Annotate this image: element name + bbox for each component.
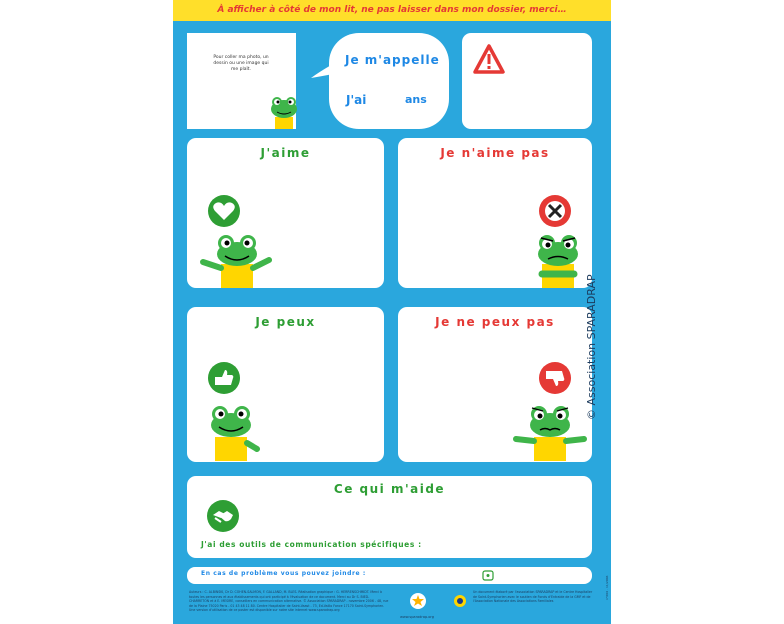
problem-contact-label: En cas de problème vous pouvez joindre : [201,570,366,577]
association-text: Un document élaboré par l'association SPARADRAP et le Centre Hospitalier de Saint-Symphorien avec le soutien de Fonds d'Entraide de la GMF et de l'Association Nationale des Associations Familiales [473,590,593,604]
warning-box[interactable] [462,33,592,129]
phone-icon [481,569,495,582]
heart-icon [208,195,240,227]
copyright-text: © Association SPARADRAP [585,274,598,420]
age-unit: ans [405,93,427,106]
photo-box[interactable] [187,33,296,129]
grumpy-frog-icon [528,232,588,288]
poster [173,0,611,624]
name-label: Je m'appelle [345,53,440,67]
thumbs-up-icon [208,362,240,394]
edition-text: n°006 · 11/2006 [605,575,609,600]
helps-title: Ce qui m'aide [333,482,446,496]
can-title: Je peux [255,315,316,329]
dislikes-title: Je n'aime pas [440,146,550,160]
small-frog-icon [267,93,301,129]
speech-bubble [329,33,449,129]
partner-logo-icon [452,594,468,608]
credits-text: Auteurs : C. ALBINSKI, Dr D. COHEN-SALMON, F. GALLAND, M. BLES. Réalisation graphique : G. HERRENSCHMIDT. Merci à toutes les personnes et aux établissements qui ont participé à l'évaluation de ce document. Merci au Dr S. BIED-CHARRETON et à E. MESIRE, conseillers en communication alternative. © Association SPARADRAP - novembre 2006 - 48, rue de la Plaine 75020 Paris - 01 43 48 11 80. Centre Hospitalier de Saint-Vaast - 73, Ed-Vaillo Fonce 17170 Saint-Symphorien. Une version d'utilisation de ce poster est disponible sur notre site internet www.sparadrap.org [189,590,389,613]
header-banner: À afficher à côté de mon lit, ne pas laisser dans mon dossier, merci… [173,0,611,21]
contact-bar[interactable] [187,567,592,584]
photo-caption: Pour coller ma photo, un dessin ou une image qui me plaît. [213,55,269,72]
sparadrap-logo-icon [409,592,427,610]
communication-label: J'ai des outils de communication spécifiques : [201,540,422,549]
happy-frog-icon [197,403,267,461]
likes-card[interactable] [187,138,384,288]
thumbs-down-icon [539,362,571,394]
dislikes-card[interactable] [398,138,592,288]
website-link[interactable]: www.sparadrap.org [400,615,435,619]
helps-card[interactable] [187,476,592,558]
likes-title: J'aime [260,146,311,160]
cannot-title: Je ne peux pas [435,315,555,329]
handshake-icon [207,500,239,532]
warning-icon [472,43,506,75]
can-card[interactable] [187,307,384,462]
age-label: J'ai [346,93,367,107]
cannot-card[interactable] [398,307,592,462]
happy-frog-icon [197,232,277,288]
sad-frog-icon [510,403,590,461]
cross-icon [539,195,571,227]
